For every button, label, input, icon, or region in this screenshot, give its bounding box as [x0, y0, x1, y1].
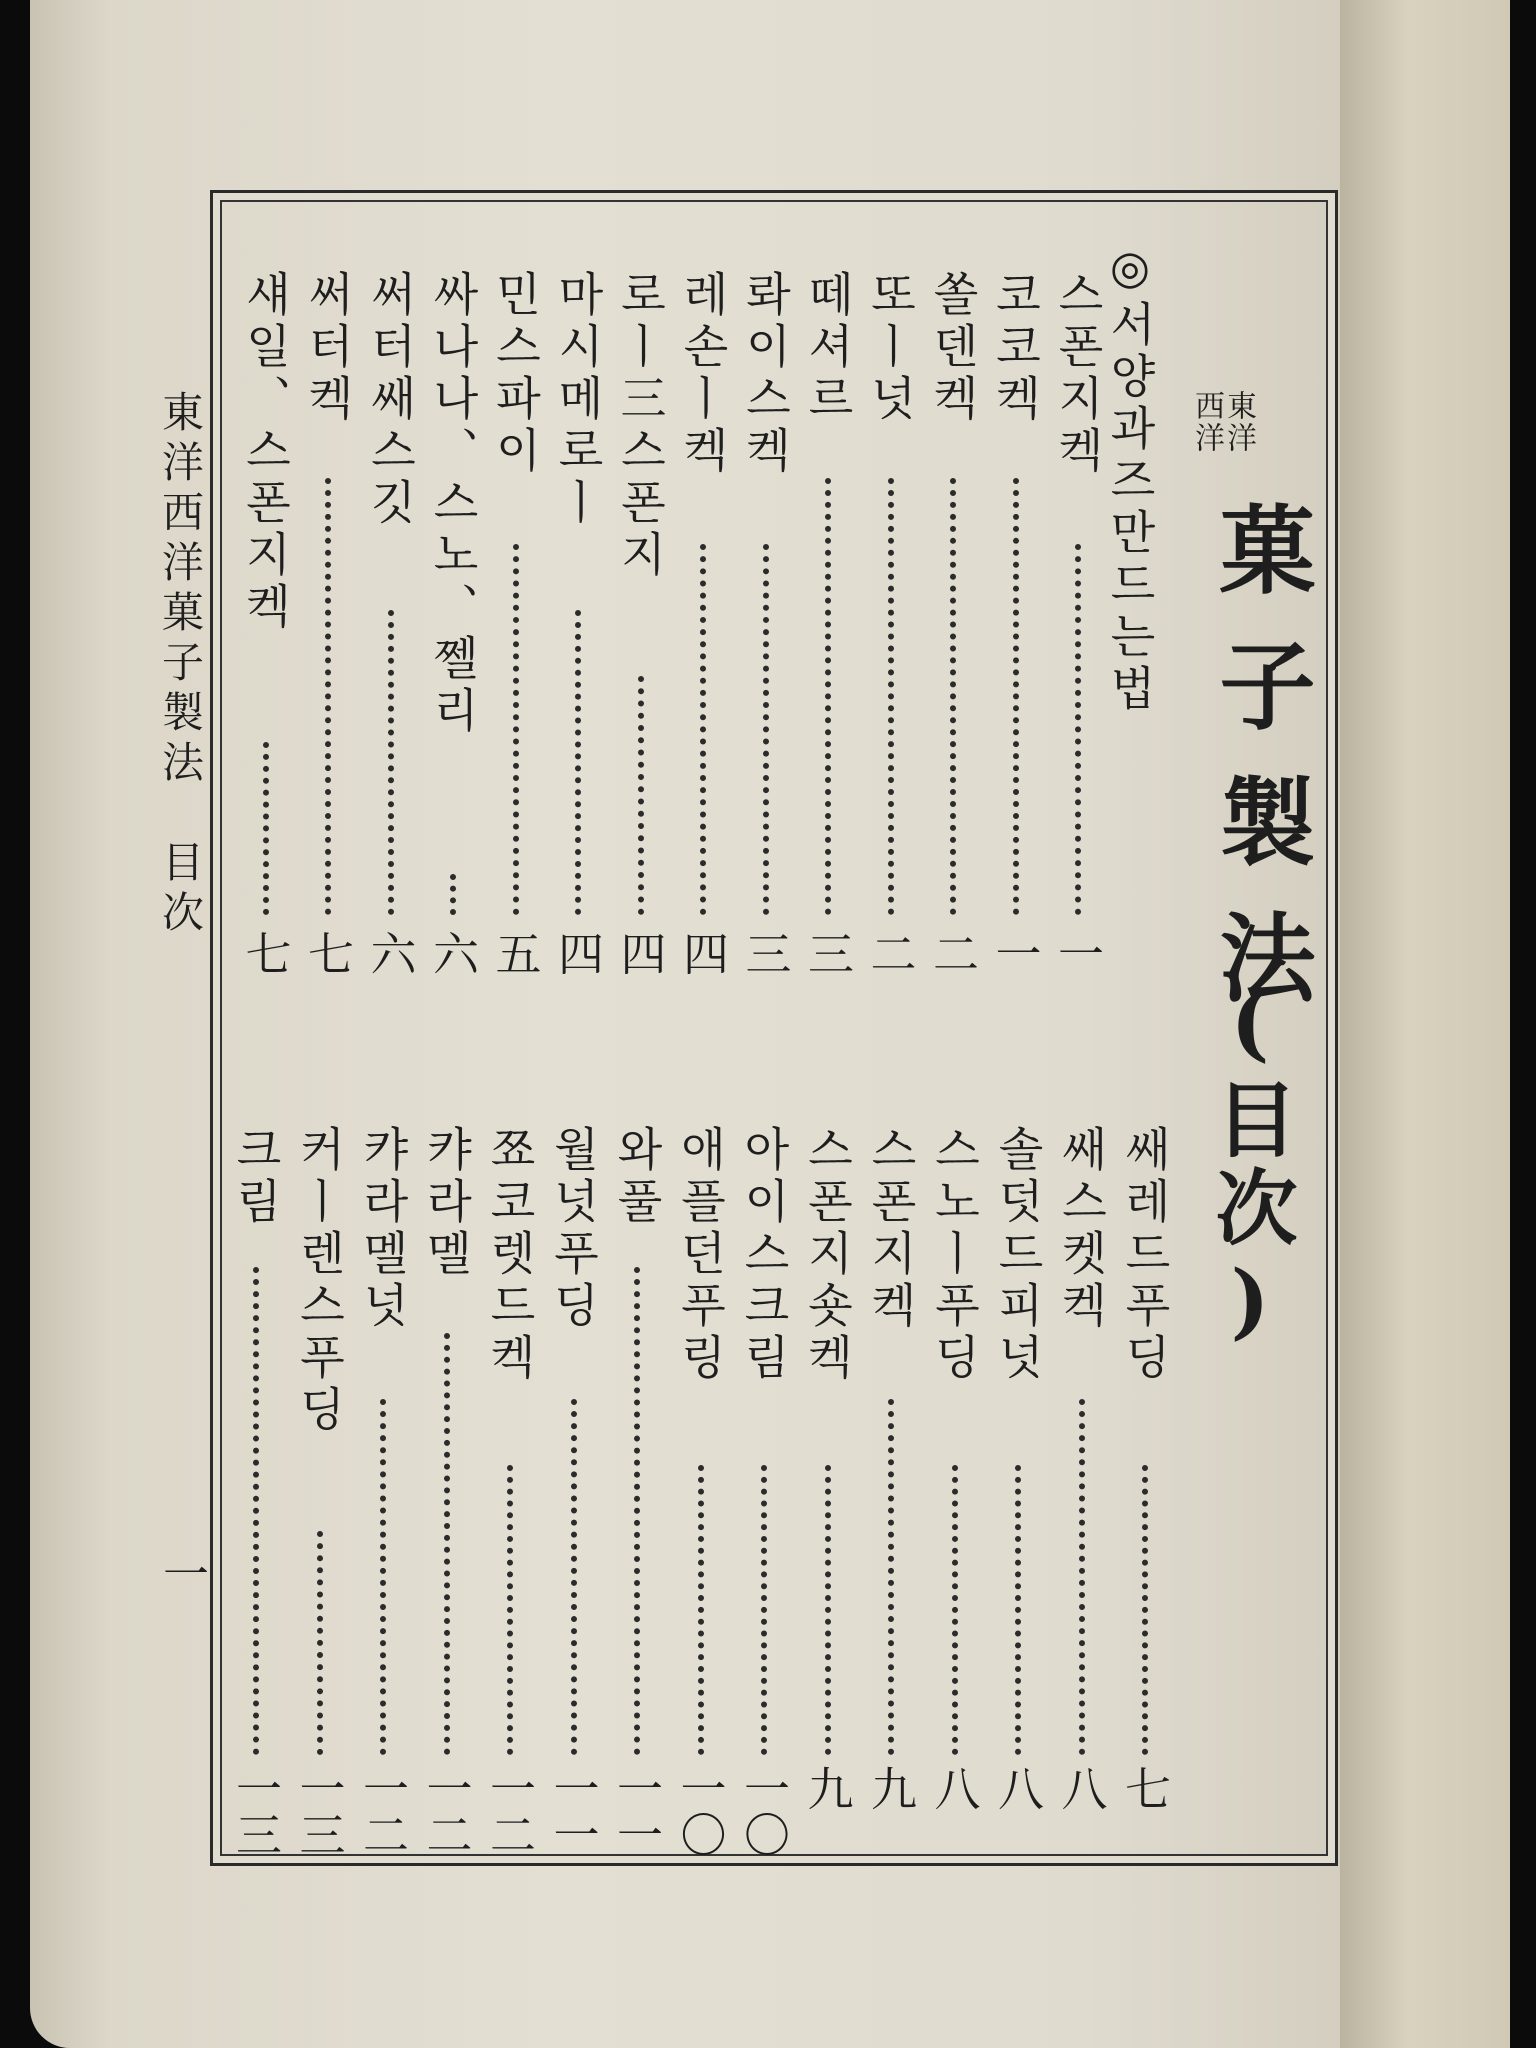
toc-entry-page: 三	[738, 930, 793, 976]
title-prefix-east: 東洋	[1221, 390, 1256, 454]
leader-dots	[698, 1465, 704, 1755]
leader-dots	[825, 1465, 831, 1755]
leader-dots	[1142, 1465, 1148, 1755]
toc-entry-page: 六	[363, 930, 418, 976]
toc-entry-page: 二	[926, 930, 980, 976]
toc-entry-label: 떼셔르	[801, 270, 855, 426]
toc-entry-label: 아이스크림	[737, 1125, 791, 1385]
toc-entry-page: 四	[676, 930, 730, 976]
leader-dots	[571, 1399, 577, 1755]
toc-entry-page: 一〇	[673, 1765, 728, 1857]
toc-entry-page: 一	[1051, 930, 1105, 976]
toc-entry-label: 쌔레드푸딩	[1118, 1125, 1172, 1385]
section-heading: ◎서양과즈만드는법	[1103, 240, 1157, 716]
page-number: 一	[156, 1550, 210, 1602]
toc-entry-label: 써터쌔스깃	[363, 270, 418, 530]
toc-entry-page: 四	[551, 930, 605, 976]
toc-entry-page: 一三	[229, 1765, 283, 1857]
toc-entry-label: 크림	[229, 1125, 283, 1229]
toc-entry-page: 八	[927, 1765, 982, 1811]
toc-entry-label: 코코켁	[988, 270, 1043, 426]
leader-dots	[1075, 544, 1081, 915]
toc-entry-page: 一二	[356, 1765, 410, 1857]
toc-entry-page: 八	[1054, 1765, 1109, 1811]
leader-dots	[700, 544, 706, 915]
toc-entry-page: 六	[426, 930, 480, 976]
leader-dots	[763, 544, 769, 915]
toc-entry-label: 캬라멜	[419, 1125, 474, 1281]
toc-entry-page: 一三	[292, 1765, 347, 1857]
toc-entry-label: 롸이스켁	[738, 270, 793, 478]
toc-entry-label: 섀일、스폰지켁	[238, 270, 293, 634]
running-head: 東洋西洋菓子製法 目次	[156, 390, 205, 940]
toc-entry-page: 一一	[610, 1765, 664, 1857]
leader-dots	[513, 544, 519, 915]
toc-entry-label: 쌔스켓켁	[1054, 1125, 1109, 1333]
toc-entry-label: 마시메로ㅣ	[551, 270, 605, 530]
leader-dots	[388, 610, 394, 915]
toc-entry-page: 一二	[483, 1765, 537, 1857]
toc-entry-label: 커ㅣ렌스푸딩	[292, 1125, 347, 1437]
toc-entry-label: 또ㅣ넛	[863, 270, 918, 426]
leader-dots	[317, 1531, 323, 1755]
leader-dots	[253, 1267, 259, 1755]
toc-entry-page: 一一	[546, 1765, 601, 1857]
leader-dots	[825, 478, 831, 915]
leader-dots	[450, 874, 456, 915]
toc-entry-label: 민스파이	[488, 270, 543, 478]
page-title: 菓子製法	[1204, 500, 1317, 1044]
facing-page-edge	[1340, 0, 1510, 2048]
leader-dots	[888, 478, 894, 915]
page-title-suffix: (目次)	[1202, 975, 1298, 1355]
leader-dots	[888, 1399, 894, 1755]
toc-entry-label: 솔덧드피넛	[991, 1125, 1045, 1385]
leader-dots	[380, 1399, 386, 1755]
leader-dots	[444, 1333, 450, 1755]
leader-dots	[507, 1465, 513, 1755]
leader-dots	[952, 1465, 958, 1755]
leader-dots	[950, 478, 956, 915]
toc-entry-label: 싸나나、스노、쩰리	[426, 270, 480, 738]
toc-entry-label: 애플던푸링	[673, 1125, 728, 1385]
toc-entry-page: 四	[613, 930, 668, 976]
toc-entry-label: 쏠덴켁	[926, 270, 980, 426]
leader-dots	[634, 1267, 640, 1755]
title-prefix-west: 西洋	[1189, 390, 1224, 454]
toc-entry-page: 七	[238, 930, 293, 976]
leader-dots	[1013, 478, 1019, 915]
toc-entry-label: 쬬코렛드켁	[483, 1125, 537, 1385]
leader-dots	[638, 676, 644, 915]
leader-dots	[761, 1465, 767, 1755]
toc-entry-page: 五	[488, 930, 543, 976]
toc-entry-page: 七	[301, 930, 355, 976]
toc-entry-page: 七	[1118, 1765, 1172, 1811]
toc-entry-page: 九	[864, 1765, 918, 1811]
toc-entry-label: 스폰지켁	[1051, 270, 1105, 478]
toc-entry-label: 스폰지숏켁	[800, 1125, 855, 1385]
toc-entry-label: 와풀	[610, 1125, 664, 1229]
toc-entry-label: 캬라멜넛	[356, 1125, 410, 1333]
toc-entry-label: 써터켁	[301, 270, 355, 426]
toc-entry-page: 九	[800, 1765, 855, 1811]
toc-entry-page: 一	[988, 930, 1043, 976]
toc-entry-page: 八	[991, 1765, 1045, 1811]
leader-dots	[325, 478, 331, 915]
toc-entry-page: 三	[801, 930, 855, 976]
toc-entry-label: 스폰지켁	[864, 1125, 918, 1333]
toc-entry-label: 스노ㅣ푸딩	[927, 1125, 982, 1385]
toc-entry-label: 로ㅣ三스폰지	[613, 270, 668, 582]
toc-entry-label: 월넛푸딩	[546, 1125, 601, 1333]
toc-entry-page: 一二	[419, 1765, 474, 1857]
toc-entry-label: 레손ㅣ켁	[676, 270, 730, 478]
leader-dots	[575, 610, 581, 915]
leader-dots	[1079, 1399, 1085, 1755]
leader-dots	[1015, 1465, 1021, 1755]
toc-entry-page: 一〇	[737, 1765, 791, 1857]
leader-dots	[263, 742, 269, 915]
toc-entry-page: 二	[863, 930, 918, 976]
